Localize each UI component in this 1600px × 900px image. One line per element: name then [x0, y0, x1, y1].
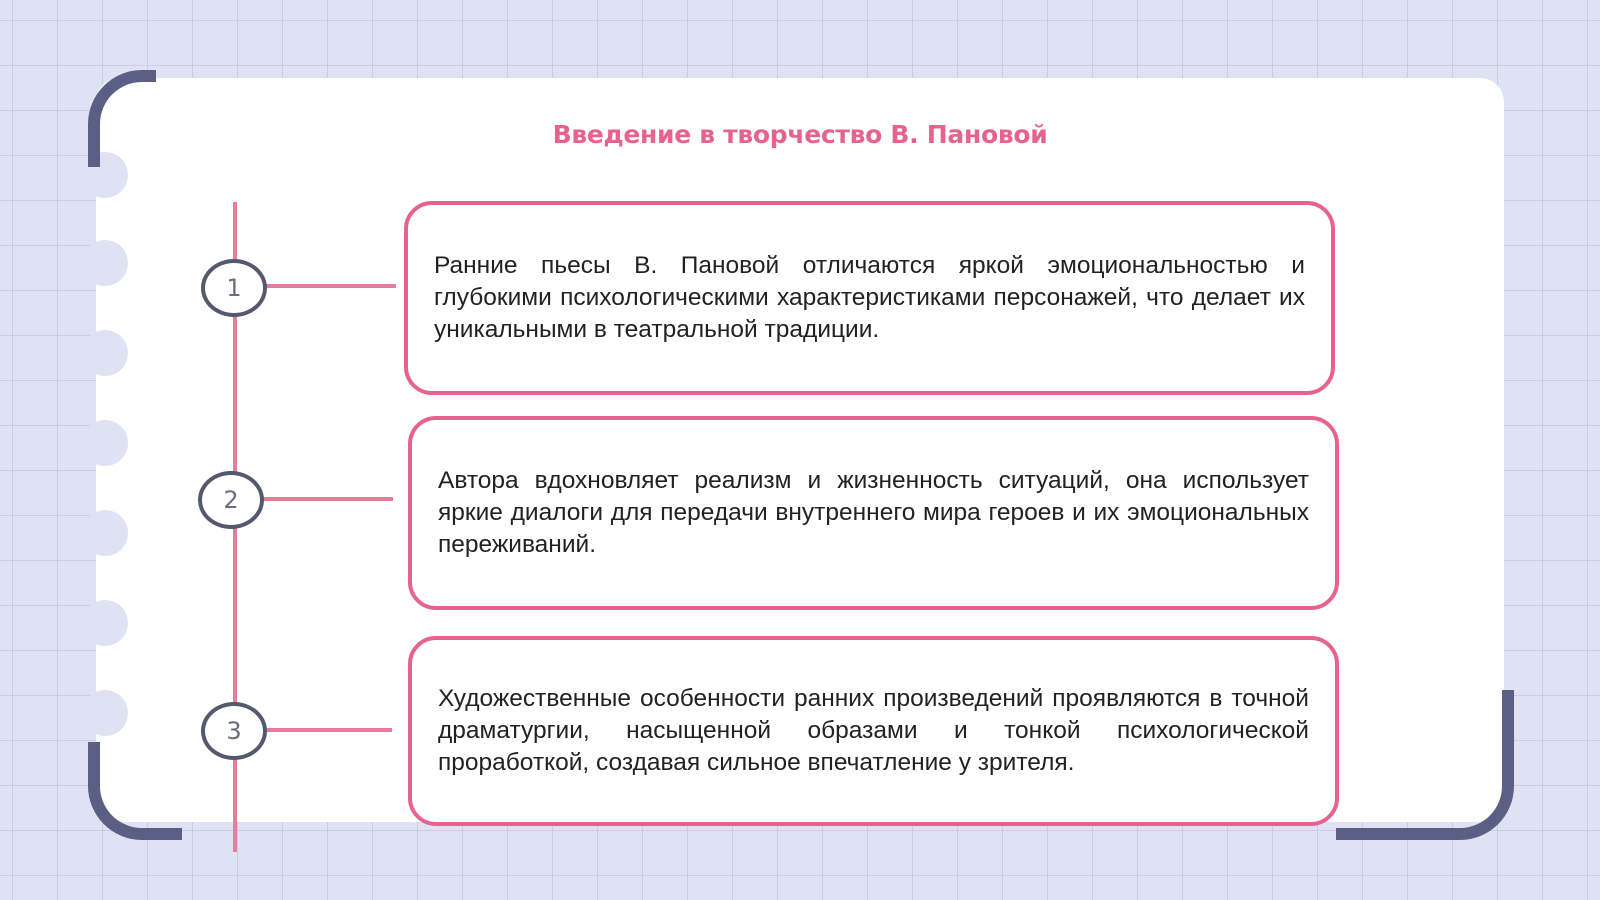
- timeline-connector: [266, 728, 392, 732]
- scallop-decoration: [82, 510, 128, 556]
- scallop-decoration: [82, 420, 128, 466]
- scallop-decoration: [82, 600, 128, 646]
- frame-corner-bottom-right: [1336, 690, 1514, 840]
- scallop-decoration: [82, 330, 128, 376]
- frame-corner-top-left: [88, 70, 156, 167]
- step-number-badge: 1: [201, 259, 267, 317]
- text-card: [408, 416, 1339, 610]
- scallop-decoration: [82, 690, 128, 736]
- frame-corner-bottom-left: [88, 742, 182, 840]
- text-card: [408, 636, 1339, 826]
- scallop-decoration: [82, 240, 128, 286]
- timeline-connector: [266, 284, 396, 288]
- slide-title: Введение в творчество В. Пановой: [552, 120, 1048, 149]
- step-number-badge: 2: [198, 471, 264, 529]
- step-number-badge: 3: [201, 702, 267, 760]
- timeline-connector: [263, 497, 393, 501]
- text-card-body: Ранние пьесы В. Пановой отличаются яркой эмоциональностью и глубокими психологическими характеристиками персонажей, что делает их уникальными в театральной традиции.: [434, 252, 1305, 343]
- text-card-body: Художественные особенности ранних произведений проявляются в точной драматургии, насыщенной образами и тонкой психологической проработкой, создавая сильное впечатление у зрителя.: [438, 685, 1309, 776]
- text-card-body: Автора вдохновляет реализм и жизненность ситуаций, она использует яркие диалоги для передачи внутреннего мира героев и их эмоциональных переживаний.: [438, 467, 1309, 558]
- text-card: [404, 201, 1335, 395]
